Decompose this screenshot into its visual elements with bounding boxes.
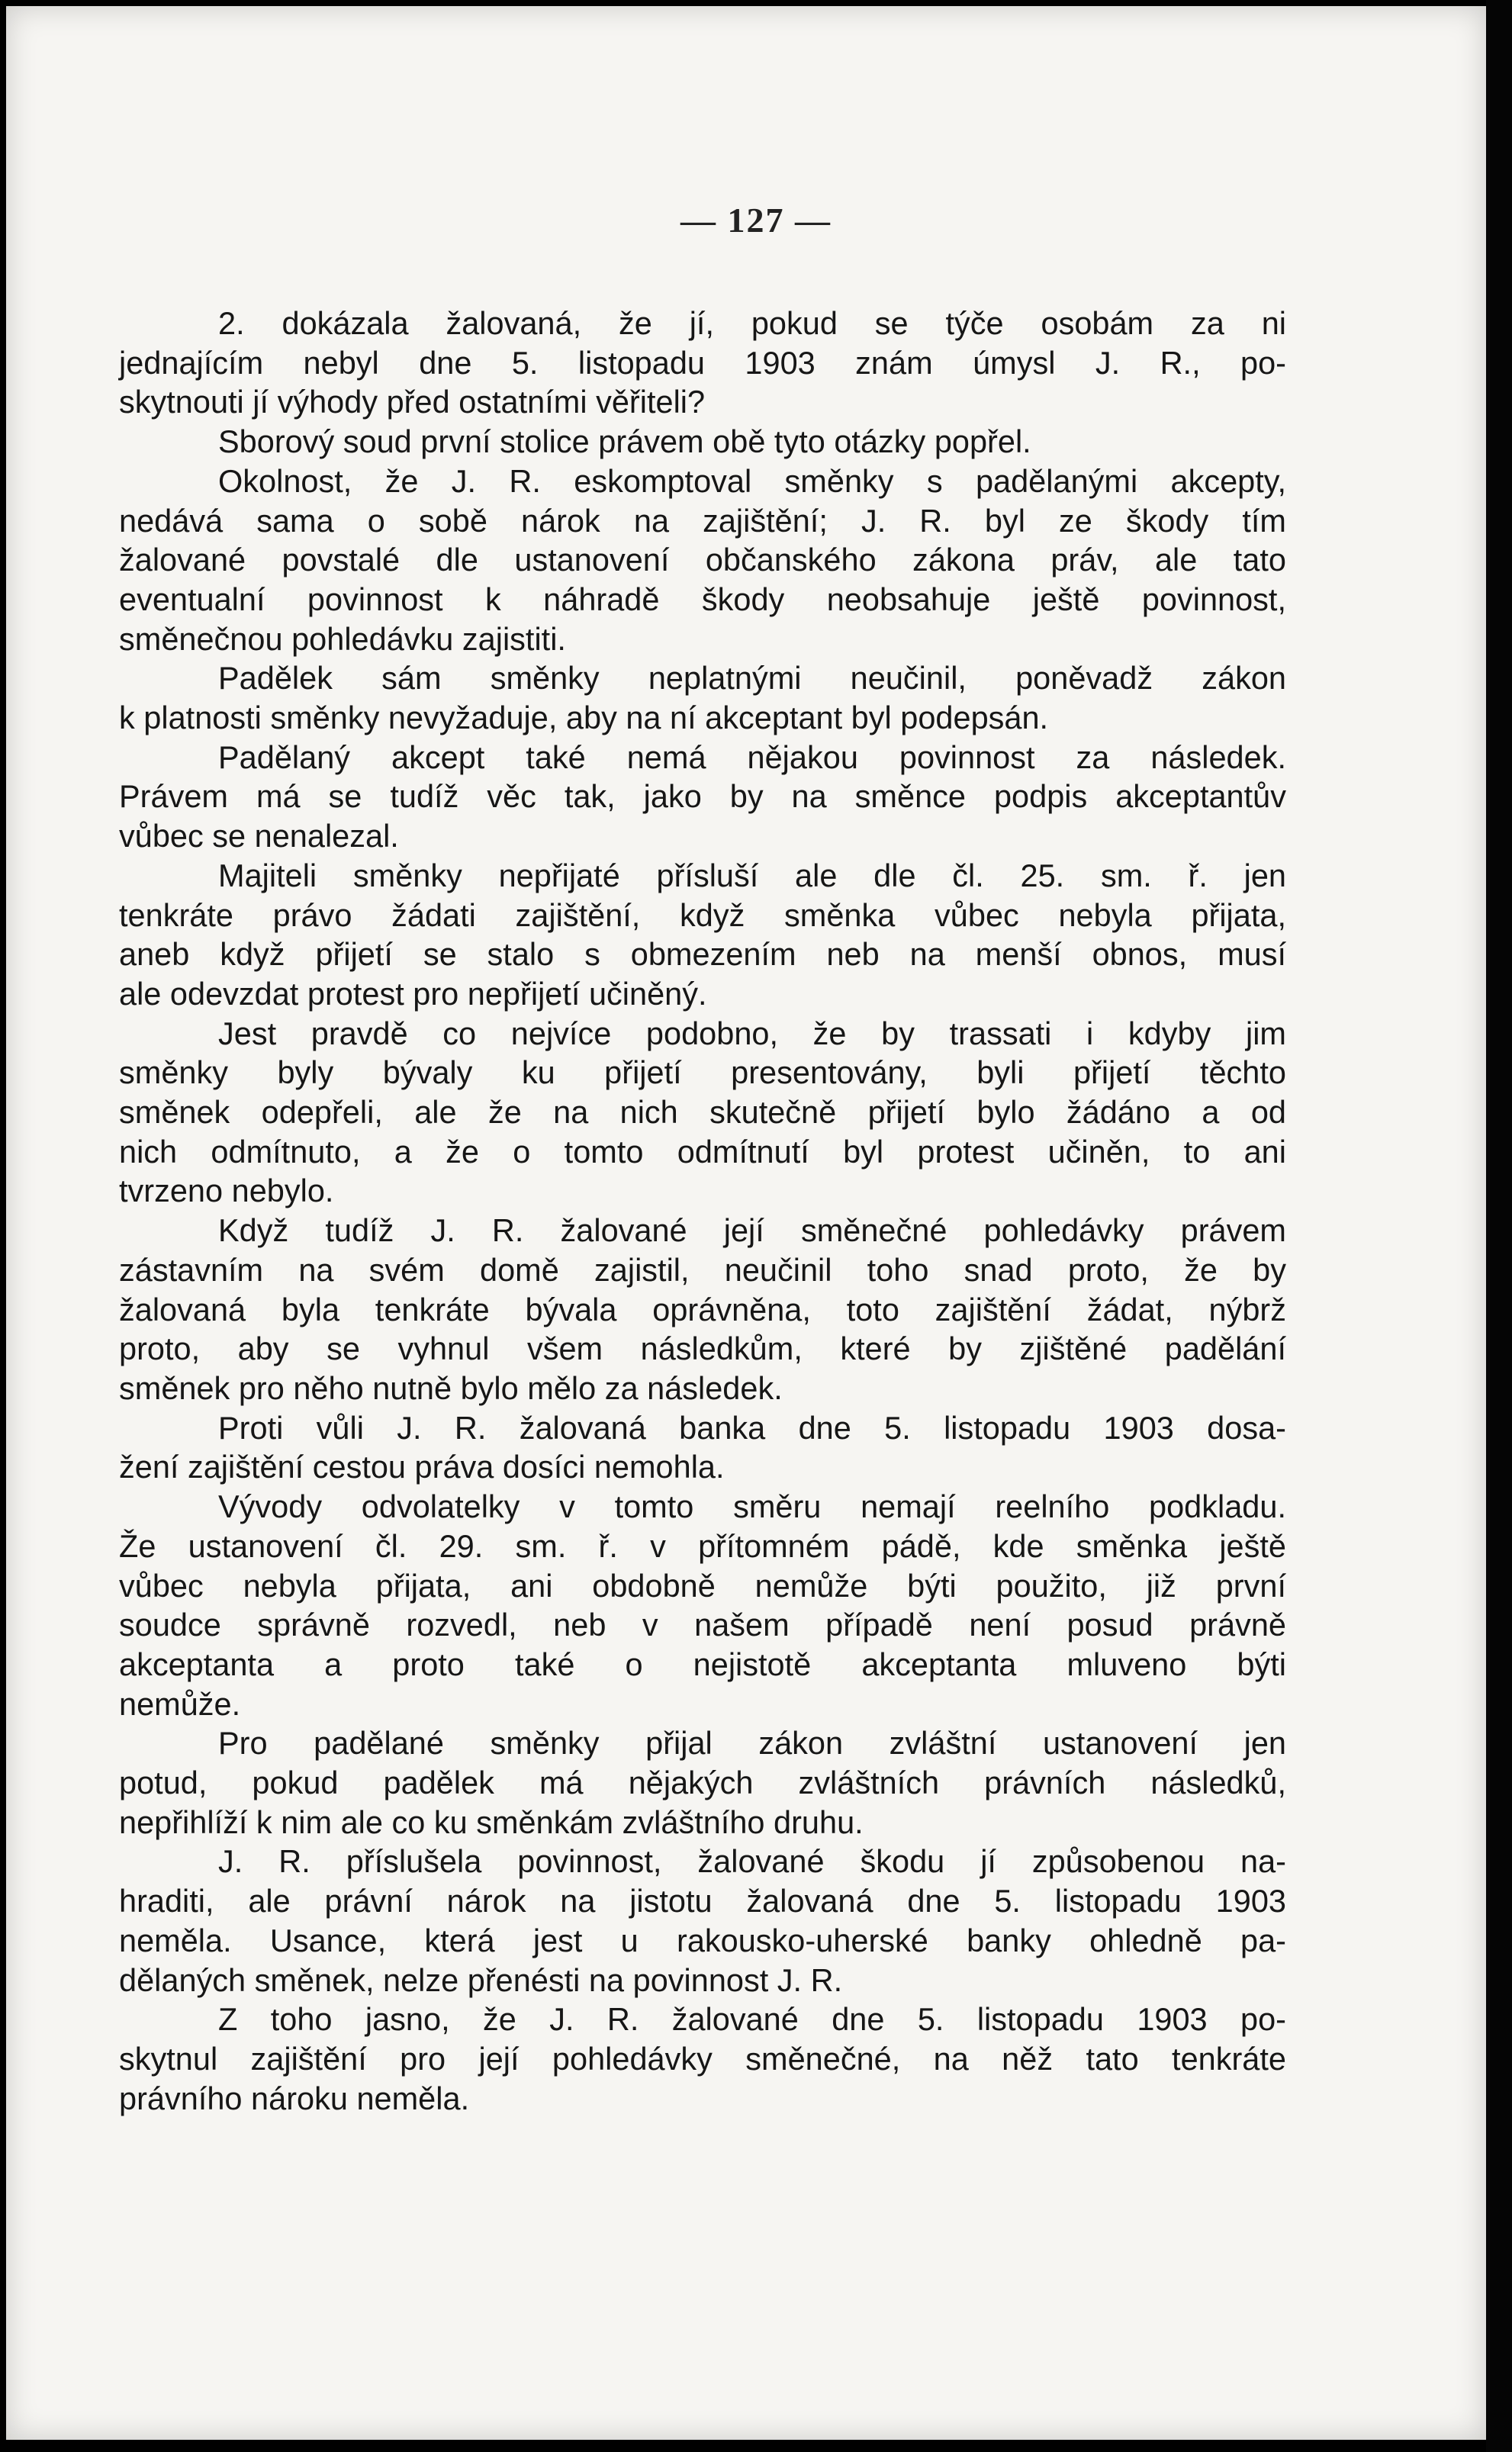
text-line: směnky byly bývaly ku přijetí presentovány, byli přijetí těchto [119,1054,1286,1091]
paragraph [119,1842,1286,2000]
text-line: neměla. Usance, která jest u rakousko-uherské banky ohledně pa- [119,1922,1286,1958]
text-line: proto, aby se vyhnul všem následkům, které by zjištěné padělání [119,1331,1286,1367]
text-line: žalovaná byla tenkráte bývala oprávněna, toto zajištění žádat, nýbrž [119,1291,1286,1327]
text-line: vůbec se nenalezal. [119,818,399,854]
text-line: nich odmítnuto, a že o tomto odmítnutí byl protest učiněn, to ani [119,1133,1286,1170]
paragraph [119,1723,1286,1842]
text-line: nedává sama o sobě nárok na zajištění; J. R. byl ze škody tím [119,502,1286,539]
text-line: Pro padělané směnky přijal zákon zvláštní ustanovení jen [218,1725,1286,1762]
text-line: eventualní povinnost k náhradě škody neobsahuje ještě povinnost, [119,581,1286,617]
document-body [119,304,1286,2118]
scan-edge-shadow [1486,0,1512,2452]
text-line: tvrzeno nebylo. [119,1173,334,1209]
paragraph [119,1014,1286,1212]
paragraph [119,856,1286,1014]
text-line: akceptanta a proto také o nejistotě akceptanta mluveno býti [119,1646,1286,1682]
text-line: aneb když přijetí se stalo s obmezením neb na menší obnos, musí [119,936,1286,973]
text-line: vůbec nebyla přijata, ani obdobně nemůže býti použito, již první [119,1567,1286,1604]
text-line: právního nároku neměla. [119,2080,470,2116]
text-line: Z toho jasno, že J. R. žalované dne 5. listopadu 1903 po- [218,2001,1286,2038]
text-line: Sborový soud první stolice právem obě tyto otázky popřel. [218,423,1031,460]
text-line: směnek pro něho nutně bylo mělo za následek. [119,1369,783,1406]
text-line: skytnouti jí výhody před ostatními věřiteli? [119,384,706,420]
text-line: žalované povstalé dle ustanovení občanského zákona práv, ale tato [119,542,1286,578]
text-line: jednajícím nebyl dne 5. listopadu 1903 znám úmysl J. R., po- [119,344,1286,381]
text-line: nepřihlíží k nim ale co ku směnkám zvláštního druhu. [119,1804,864,1840]
paragraph [119,304,1286,422]
page-number: — 127 — [680,201,832,240]
text-line: Okolnost, že J. R. eskomptoval směnky s padělanými akcepty, [218,462,1286,499]
text-line: soudce správně rozvedl, neb v našem případě není posud právně [119,1607,1286,1643]
text-line: skytnul zajištění pro její pohledávky směnečné, na něž tato tenkráte [119,2040,1286,2077]
text-line: Padělek sám směnky neplatnými neučinil, poněvadž zákon [218,660,1286,697]
text-line: Majiteli směnky nepřijaté přísluší ale dle čl. 25. sm. ř. jen [218,857,1286,893]
text-line: hraditi, ale právní nárok na jistotu žalovaná dne 5. listopadu 1903 [119,1883,1286,1919]
text-line: Když tudíž J. R. žalované její směnečné pohledávky právem [218,1212,1286,1249]
paragraph [119,1408,1286,1487]
paragraph [119,1487,1286,1723]
text-line: žení zajištění cestou práva dosíci nemohla. [119,1449,725,1485]
text-line: ale odevzdat protest pro nepřijetí učiněný. [119,975,707,1012]
text-line: J. R. příslušela povinnost, žalované škodu jí způsobenou na- [218,1843,1286,1880]
text-line: Proti vůli J. R. žalovaná banka dne 5. listopadu 1903 dosa- [218,1409,1286,1446]
text-line: dělaných směnek, nelze přenésti na povinnost J. R. [119,1961,843,1998]
paragraph [119,1211,1286,1408]
paragraph [119,462,1286,659]
paragraph [119,738,1286,856]
text-line: Jest pravdě co nejvíce podobno, že by trassati i kdyby jim [218,1015,1286,1051]
text-line: potud, pokud padělek má nějakých zvláštních právních následků, [119,1765,1286,1801]
text-line: Právem má se tudíž věc tak, jako by na směnce podpis akceptantův [119,778,1286,815]
text-line: zástavním na svém domě zajistil, neučinil toho snad proto, že by [119,1251,1286,1288]
text-line: Vývody odvolatelky v tomto směru nemají reelního podkladu. [218,1488,1286,1525]
text-line: směnečnou pohledávku zajistiti. [119,620,566,657]
text-line: k platnosti směnky nevyžaduje, aby na ní akceptant byl podepsán. [119,700,1049,736]
text-line: tenkráte právo žádati zajištění, když směnka vůbec nebyla přijata, [119,896,1286,933]
text-line: Padělaný akcept také nemá nějakou povinnost za následek. [218,738,1286,775]
text-line: Že ustanovení čl. 29. sm. ř. v přítomném pádě, kde směnka ještě [119,1527,1286,1564]
text-line: směnek odepřeli, ale že na nich skutečně přijetí bylo žádáno a od [119,1094,1286,1131]
text-line: 2. dokázala žalovaná, že jí, pokud se týče osobám za ni [218,305,1286,341]
text-line: nemůže. [119,1685,241,1722]
paragraph [119,2000,1286,2118]
paragraph [119,658,1286,737]
paragraph [119,422,1286,462]
